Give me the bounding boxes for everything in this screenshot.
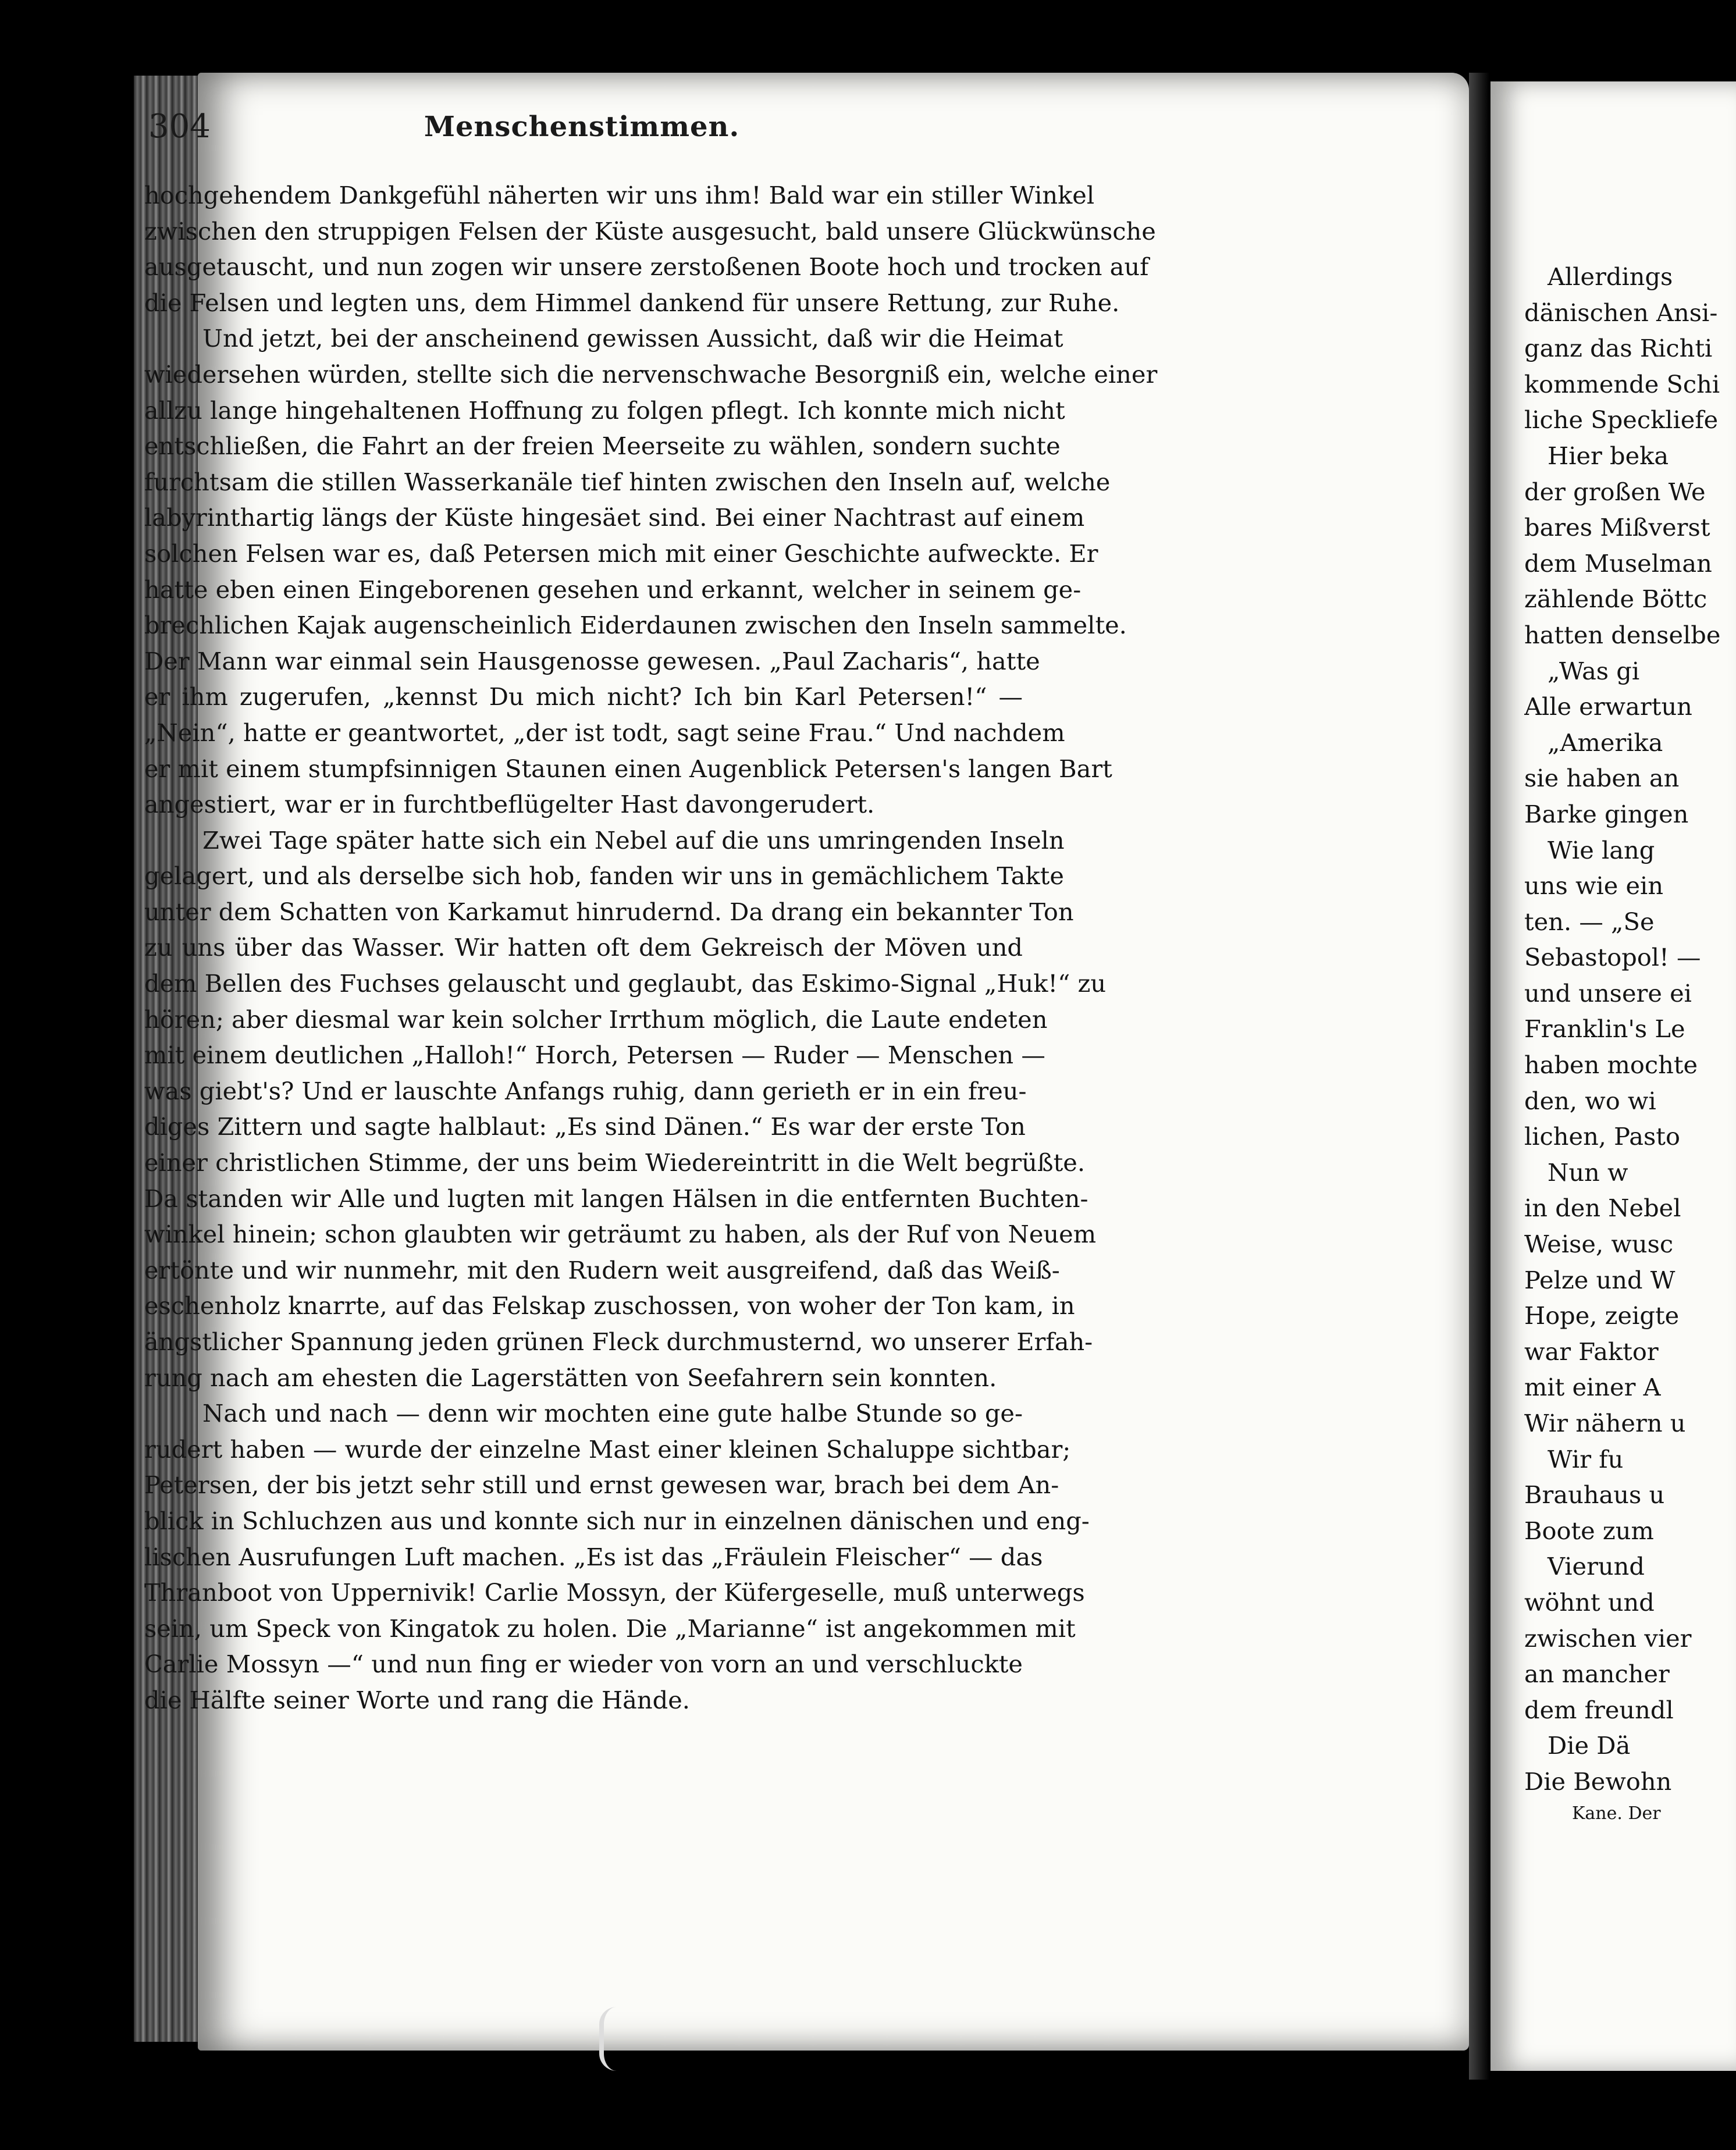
text-line: liche Speckliefe — [1524, 405, 1719, 435]
text-line: Hope, zeigte — [1524, 1301, 1680, 1330]
text-line: solchen Felsen war es, daß Petersen mich mit einer Geschichte aufweckte. Er — [144, 539, 1098, 568]
text-line: dänischen Ansi- — [1524, 298, 1718, 327]
text-line: Boote zum — [1524, 1516, 1654, 1545]
text-line: „Amerika — [1548, 728, 1663, 757]
text-line: lischen Ausrufungen Luft machen. „Es ist das „Fräulein Fleischer“ — das — [144, 1542, 1043, 1571]
text-line: dem Muselman — [1524, 549, 1712, 578]
text-line: zwischen vier — [1524, 1624, 1692, 1653]
running-title: Menschenstimmen. — [424, 111, 740, 143]
text-line: er mit einem stumpfsinnigen Staunen einen Augenblick Petersen's langen Bart — [144, 754, 1112, 783]
footnote: Kane. Der — [1572, 1803, 1661, 1824]
text-line: winkel hinein; schon glaubten wir geträumt zu haben, als der Ruf von Neuem — [144, 1220, 1097, 1249]
text-line: furchtsam die stillen Wasserkanäle tief hinten zwischen den Inseln auf, welche — [144, 467, 1111, 496]
text-line: Allerdings — [1548, 262, 1673, 291]
scan-artifact-mark — [599, 2007, 621, 2071]
text-line: was giebt's? Und er lauschte Anfangs ruhig, dann gerieth er in ein freu- — [144, 1076, 1027, 1105]
text-line: an mancher — [1524, 1660, 1670, 1689]
text-line: Brauhaus u — [1524, 1480, 1665, 1510]
text-line: gelagert, und als derselbe sich hob, fanden wir uns in gemächlichem Takte — [144, 862, 1064, 891]
text-line: in den Nebel — [1524, 1194, 1681, 1223]
book-gutter — [1469, 73, 1489, 2080]
text-line: Petersen, der bis jetzt sehr still und ernst gewesen war, brach bei dem An- — [144, 1471, 1059, 1500]
text-line: Pelze und W — [1524, 1265, 1675, 1294]
text-line: diges Zittern und sagte halblaut: „Es sind Dänen.“ Es war der erste Ton — [144, 1112, 1026, 1141]
text-line: die Felsen und legten uns, dem Himmel dankend für unsere Rettung, zur Ruhe. — [144, 288, 1120, 317]
text-line: Die Bewohn — [1524, 1767, 1672, 1796]
text-line: zwischen den struppigen Felsen der Küste ausgesucht, bald unsere Glückwünsche — [144, 216, 1156, 245]
text-line: ausgetauscht, und nun zogen wir unsere zerstoßenen Boote hoch und trocken auf — [144, 252, 1149, 282]
text-line: hochgehendem Dankgefühl näherten wir uns ihm! Bald war ein stiller Winkel — [144, 181, 1095, 209]
text-line: haben mochte — [1524, 1051, 1698, 1080]
page-header — [148, 108, 1015, 160]
text-line: dem freundl — [1524, 1695, 1674, 1724]
text-line: Zwei Tage später hatte sich ein Nebel auf die uns umringenden Inseln — [202, 825, 1065, 855]
text-line: Wie lang — [1548, 835, 1655, 864]
text-line: Franklin's Le — [1524, 1015, 1685, 1044]
text-line: Weise, wusc — [1524, 1230, 1674, 1259]
text-line: ertönte und wir nunmehr, mit den Rudern weit ausgreifend, daß das Weiß- — [144, 1255, 1060, 1284]
text-line: sie haben an — [1524, 764, 1680, 793]
text-line: wiedersehen würden, stellte sich die nervenschwache Besorgniß ein, welche einer — [144, 359, 1158, 389]
text-line: rung nach am ehesten die Lagerstätten von Seefahrern sein konnten. — [144, 1363, 997, 1392]
text-line: einer christlichen Stimme, der uns beim Wiedereintritt in die Welt begrüßte. — [144, 1148, 1086, 1177]
text-line: mit einer A — [1524, 1373, 1661, 1402]
text-line: Barke gingen — [1524, 799, 1689, 828]
text-line: mit einem deutlichen „Halloh!“ Horch, Petersen — Ruder — Menschen — — [144, 1041, 1045, 1070]
text-line: brechlichen Kajak augenscheinlich Eiderdaunen zwischen den Inseln sammelte. — [144, 611, 1127, 640]
text-line: Thranboot von Uppernivik! Carlie Mossyn, der Küfergeselle, muß unterwegs — [144, 1578, 1085, 1607]
text-line: hatte eben einen Eingeborenen gesehen und erkannt, welcher in seinem ge- — [144, 575, 1082, 604]
text-line: die Hälfte seiner Worte und rang die Hände. — [144, 1685, 690, 1714]
text-line: er ihm zugerufen, „kennst Du mich nicht? Ich bin Karl Petersen!“ — — [144, 682, 1023, 711]
text-line: wöhnt und — [1524, 1587, 1655, 1617]
text-line: dem Bellen des Fuchses gelauscht und geglaubt, das Eskimo-Signal „Huk!“ zu — [144, 969, 1107, 998]
text-line: zählende Böttc — [1524, 585, 1707, 614]
text-line: ten. — „Se — [1524, 907, 1655, 936]
text-line: Da standen wir Alle und lugten mit langen Hälsen in die entfernten Buchten- — [144, 1184, 1088, 1213]
text-line: labyrinthartig längs der Küste hingesäet sind. Bei einer Nachtrast auf einem — [144, 503, 1085, 532]
text-line: entschließen, die Fahrt an der freien Meerseite zu wählen, sondern suchte — [144, 432, 1061, 461]
text-line: kommende Schi — [1524, 369, 1720, 398]
text-line: der großen We — [1524, 477, 1706, 506]
text-line: angestiert, war er in furchtbeflügelter Hast davongerudert. — [144, 790, 875, 819]
text-line: hatten denselbe — [1524, 620, 1721, 649]
right-page-text — [1524, 259, 1736, 1824]
text-line: und unsere ei — [1524, 978, 1692, 1008]
text-line: lichen, Pasto — [1524, 1122, 1680, 1151]
text-line: ängstlicher Spannung jeden grünen Fleck durchmusternd, wo unserer Erfah- — [144, 1327, 1093, 1356]
text-line: Carlie Mossyn —“ und nun fing er wieder von vorn an und verschluckte — [144, 1650, 1023, 1679]
text-line: Die Dä — [1548, 1731, 1631, 1760]
text-line: Der Mann war einmal sein Hausgenosse gewesen. „Paul Zacharis“, hatte — [144, 646, 1040, 675]
text-line: unter dem Schatten von Karkamut hinrudernd. Da drang ein bekannter Ton — [144, 897, 1074, 926]
text-line: Hier beka — [1548, 441, 1669, 470]
text-line: Vierund — [1548, 1552, 1645, 1581]
text-line: blick in Schluchzen aus und konnte sich nur in einzelnen dänischen und eng- — [144, 1506, 1090, 1535]
text-line: „Nein“, hatte er geantwortet, „der ist todt, sagt seine Frau.“ Und nachdem — [144, 718, 1065, 747]
text-line: Und jetzt, bei der anscheinend gewissen Aussicht, daß wir die Heimat — [202, 324, 1063, 353]
text-line: Nach und nach — denn wir mochten eine gute halbe Stunde so ge- — [202, 1399, 1023, 1428]
text-line: bares Mißverst — [1524, 513, 1710, 542]
text-line: allzu lange hingehaltenen Hoffnung zu folgen pflegt. Ich konnte mich nicht — [144, 396, 1065, 425]
text-line: „Was gi — [1548, 656, 1640, 685]
text-line: uns wie ein — [1524, 871, 1664, 900]
text-line: hören; aber diesmal war kein solcher Irrthum möglich, die Laute endeten — [144, 1005, 1048, 1034]
text-line: ganz das Richti — [1524, 334, 1713, 363]
text-line: Wir fu — [1548, 1444, 1624, 1473]
text-line: rudert haben — wurde der einzelne Mast einer kleinen Schaluppe sichtbar; — [144, 1434, 1071, 1464]
right-page — [1490, 81, 1736, 2071]
text-line: zu uns über das Wasser. Wir hatten oft dem Gekreisch der Möven und — [144, 933, 1023, 962]
text-line: Sebastopol! — — [1524, 943, 1701, 972]
text-line: war Faktor — [1524, 1337, 1659, 1366]
text-line: eschenholz knarrte, auf das Felskap zuschossen, von woher der Ton kam, in — [144, 1291, 1075, 1320]
text-line: Wir nähern u — [1524, 1409, 1686, 1437]
text-line: Alle erwartun — [1524, 692, 1692, 721]
text-line: sein, um Speck von Kingatok zu holen. Die „Marianne“ ist angekommen mit — [144, 1614, 1076, 1643]
text-line: den, wo wi — [1524, 1086, 1656, 1115]
body-text — [144, 177, 1158, 1718]
page-number: 304 — [148, 108, 211, 145]
text-line: Nun w — [1548, 1158, 1628, 1187]
